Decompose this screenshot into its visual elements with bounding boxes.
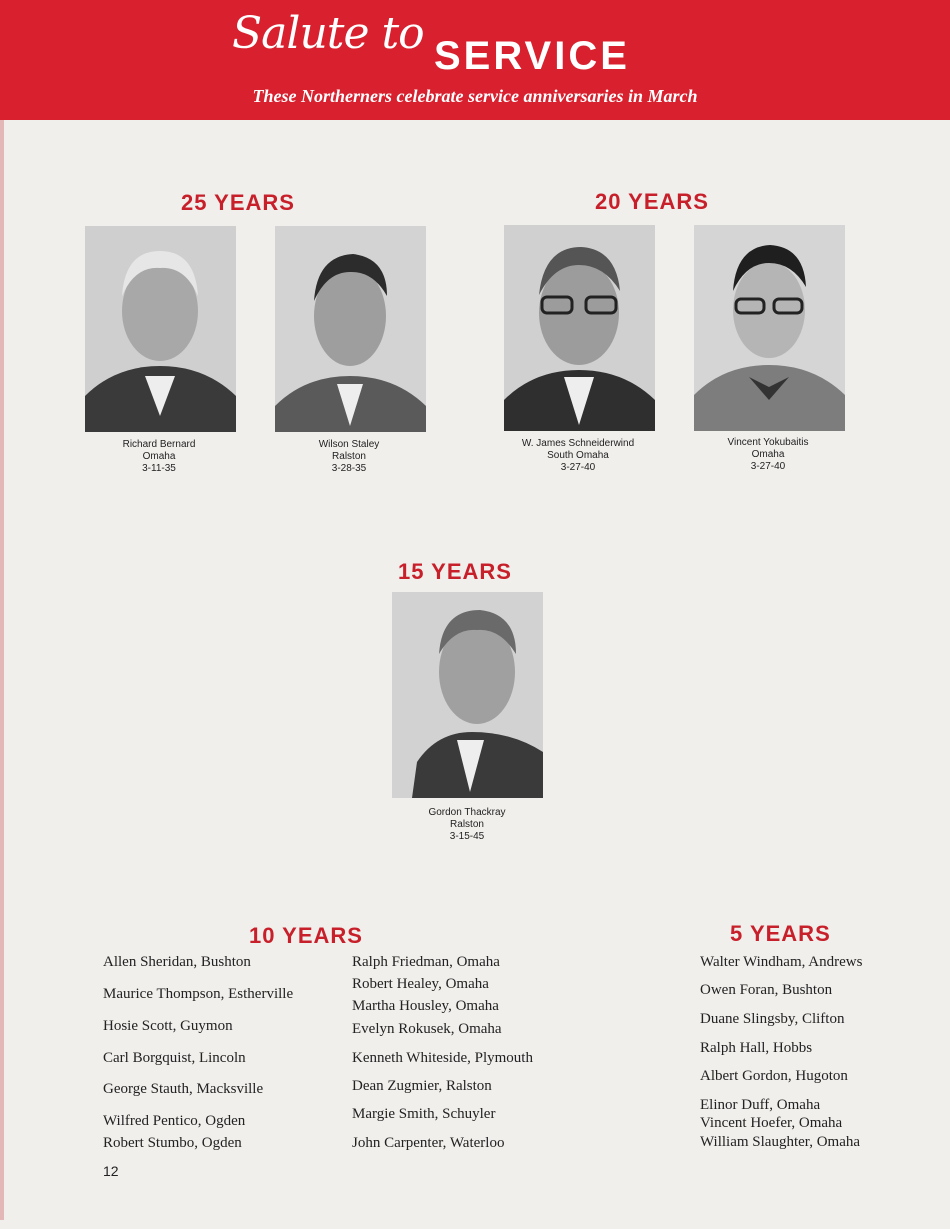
header-banner — [0, 0, 950, 120]
list-item: Hosie Scott, Guymon — [103, 1018, 233, 1034]
portrait-photo — [504, 225, 655, 431]
portrait-date: 3-28-35 — [331, 463, 367, 474]
list-item: Ralph Friedman, Omaha — [352, 954, 500, 970]
portrait-date: 3-27-40 — [750, 461, 786, 472]
list-item: Evelyn Rokusek, Omaha — [352, 1021, 502, 1037]
list-item: Ralph Hall, Hobbs — [700, 1040, 813, 1056]
list-item: Kenneth Whiteside, Plymouth — [352, 1050, 533, 1066]
list-item: Albert Gordon, Hugoton — [700, 1068, 848, 1084]
list-item: William Slaughter, Omaha — [700, 1134, 861, 1150]
portrait-caption — [372, 807, 562, 843]
portrait-name: Wilson Staley — [318, 439, 380, 450]
list-item: Duane Slingsby, Clifton — [700, 1011, 845, 1027]
portrait-photo — [85, 226, 236, 432]
list-item: John Carpenter, Waterloo — [352, 1135, 505, 1151]
portrait-caption — [673, 437, 863, 473]
portrait-location: Ralston — [332, 451, 366, 462]
heading-10-years: 10 YEARS — [249, 923, 363, 948]
list-item: Robert Stumbo, Ogden — [103, 1135, 242, 1151]
portrait-location: Ralston — [450, 819, 484, 830]
portrait-photo — [694, 225, 845, 431]
list-item: George Stauth, Macksville — [103, 1081, 264, 1097]
portrait-caption — [483, 438, 673, 474]
portrait-date: 3-15-45 — [449, 831, 485, 842]
list-item: Martha Housley, Omaha — [352, 998, 499, 1014]
portrait-name: Richard Bernard — [122, 439, 196, 450]
heading-20-years: 20 YEARS — [595, 189, 709, 214]
list-item: Walter Windham, Andrews — [700, 954, 863, 970]
list-item: Maurice Thompson, Estherville — [103, 986, 294, 1002]
list-item: Dean Zugmier, Ralston — [352, 1078, 492, 1094]
heading-15-years: 15 YEARS — [398, 559, 512, 584]
banner-subtitle: These Northerners celebrate service anniversaries in March — [252, 86, 698, 106]
portrait-name: Vincent Yokubaitis — [727, 437, 809, 448]
list-item: Robert Healey, Omaha — [352, 976, 489, 992]
page-number: 12 — [103, 1163, 119, 1179]
list-item: Margie Smith, Schuyler — [352, 1106, 496, 1122]
list-item: Carl Borgquist, Lincoln — [103, 1050, 246, 1066]
list-item: Wilfred Pentico, Ogden — [103, 1113, 246, 1129]
banner-title: SERVICE — [434, 34, 630, 78]
list-item: Elinor Duff, Omaha — [700, 1097, 821, 1113]
banner-script-title: Salute to — [232, 8, 424, 59]
portrait-location: Omaha — [751, 449, 785, 460]
portrait-caption — [254, 439, 444, 475]
heading-25-years: 25 YEARS — [181, 190, 295, 215]
portrait-caption — [64, 439, 254, 475]
list-item: Allen Sheridan, Bushton — [103, 954, 251, 970]
portrait-date: 3-11-35 — [142, 463, 176, 474]
portrait-name: W. James Schneiderwind — [521, 438, 635, 449]
portrait-name: Gordon Thackray — [428, 807, 506, 818]
portrait-photo — [275, 226, 426, 432]
portrait-date: 3-27-40 — [560, 462, 596, 473]
list-item: Vincent Hoefer, Omaha — [700, 1115, 843, 1131]
page-edge-stripe — [0, 120, 4, 1220]
list-item: Owen Foran, Bushton — [700, 982, 833, 998]
portrait-photo — [392, 592, 543, 798]
heading-5-years: 5 YEARS — [730, 921, 831, 946]
portrait-location: South Omaha — [547, 450, 609, 461]
portrait-location: Omaha — [142, 451, 176, 462]
